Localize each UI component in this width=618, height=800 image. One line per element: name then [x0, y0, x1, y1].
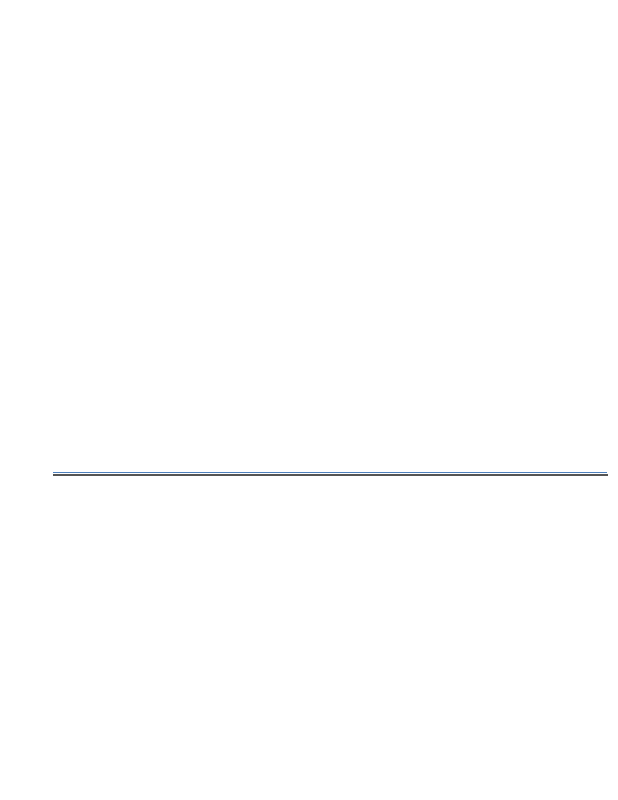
table-header-row [54, 475, 608, 476]
connector-pin-diagram [66, 420, 246, 449]
header-purpose [354, 475, 484, 476]
header-terminal [54, 475, 108, 476]
section-title [53, 454, 607, 473]
terminal-table-2 [53, 474, 608, 476]
header-fsm-page [484, 475, 608, 476]
header-destination [202, 475, 354, 476]
connector-icon [66, 420, 246, 444]
header-color [108, 475, 202, 476]
